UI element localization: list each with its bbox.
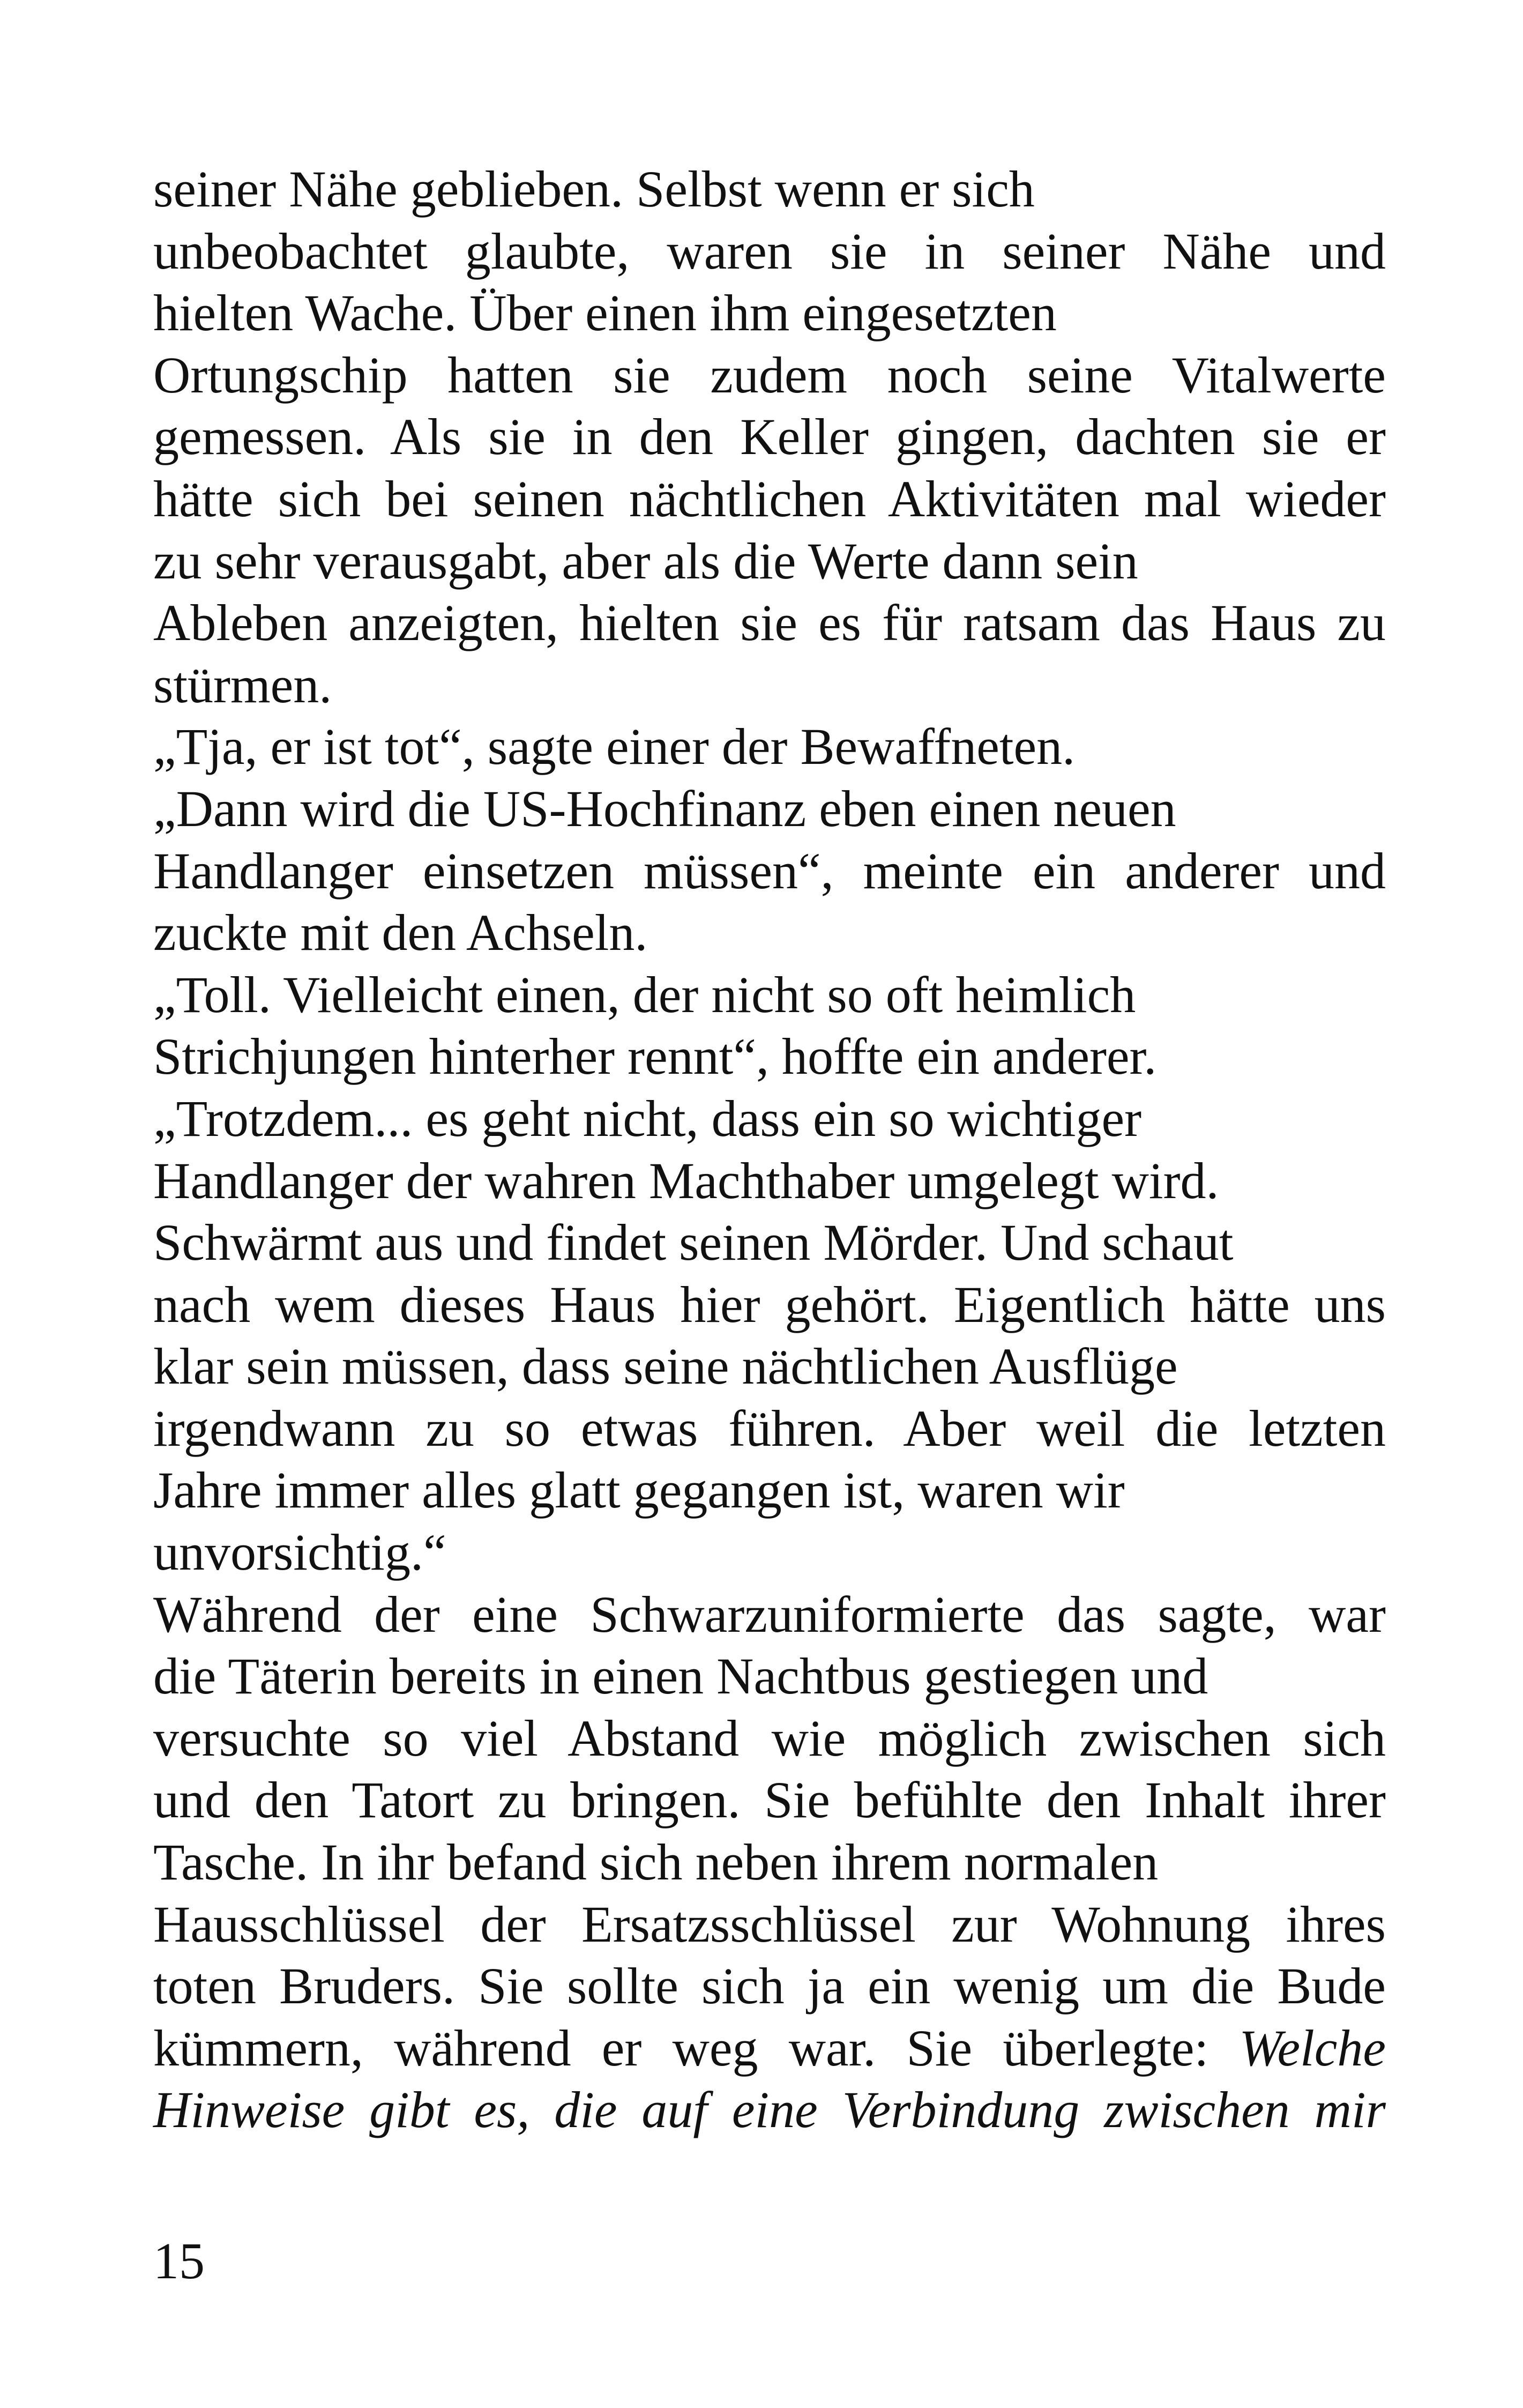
text-line	[153, 840, 1386, 902]
text-line	[153, 592, 1386, 654]
text-line-content: unbeobachtet glaubte, waren sie in seiner Nähe und	[153, 222, 1386, 280]
text-line-content: zuckte mit den Achseln.	[153, 904, 648, 962]
text-line	[153, 1521, 1386, 1584]
text-line	[153, 1707, 1386, 1770]
text-line	[153, 1584, 1386, 1646]
text-line-content: Tasche. In ihr befand sich neben ihrem normalen	[153, 1833, 1159, 1891]
text-line-content: klar sein müssen, dass seine nächtlichen Ausflüge	[153, 1337, 1178, 1395]
text-line	[153, 964, 1386, 1026]
text-line	[153, 2079, 1386, 2141]
text-line-content: Ortungschip hatten sie zudem noch seine Vitalwerte	[153, 346, 1386, 404]
text-line-content: und den Tatort zu bringen. Sie befühlte den Inhalt ihrer	[153, 1771, 1386, 1829]
text-line-content: Jahre immer alles glatt gegangen ist, waren wir	[153, 1461, 1125, 1519]
text-line-content: Strichjungen hinterher rennt“, hoffte ein anderer.	[153, 1028, 1157, 1086]
text-line-content: „Dann wird die US-Hochfinanz eben einen neuen	[153, 779, 1176, 837]
text-line	[153, 654, 1386, 716]
text-line-content: Handlanger der wahren Machthaber umgelegt wird.	[153, 1151, 1219, 1209]
page-number: 15	[153, 2232, 205, 2290]
text-line-content: Handlanger einsetzen müssen“, meinte ein anderer und	[153, 842, 1386, 900]
italic-thought: Welche	[1239, 2019, 1386, 2077]
text-line-content: seiner Nähe geblieben. Selbst wenn er sich	[153, 160, 1035, 218]
text-line	[153, 406, 1386, 468]
body-text	[153, 158, 1386, 2141]
text-line-content: Während der eine Schwarzuniformierte das sagte, war	[153, 1585, 1386, 1643]
text-line	[153, 1212, 1386, 1274]
text-line-content: toten Bruders. Sie sollte sich ja ein wenig um die Bude	[153, 1957, 1386, 2015]
text-line	[153, 1088, 1386, 1150]
text-line	[153, 778, 1386, 840]
text-line-content: versuchte so viel Abstand wie möglich zwischen sich	[153, 1709, 1386, 1767]
text-line	[153, 716, 1386, 778]
text-line-content: irgendwann zu so etwas führen. Aber weil die letzten	[153, 1399, 1386, 1457]
text-line-content: gemessen. Als sie in den Keller gingen, dachten sie er	[153, 408, 1386, 466]
text-line	[153, 2017, 1386, 2079]
text-line-content: Schwärmt aus und findet seinen Mörder. Und schaut	[153, 1214, 1234, 1272]
text-line	[153, 1769, 1386, 1831]
text-line-content: stürmen.	[153, 656, 332, 714]
text-line	[153, 530, 1386, 592]
text-line	[153, 1335, 1386, 1398]
text-line	[153, 344, 1386, 406]
text-line	[153, 220, 1386, 283]
text-line-content: „Tja, er ist tot“, sagte einer der Bewaffneten.	[153, 718, 1076, 776]
text-line-content: hätte sich bei seinen nächtlichen Aktivitäten mal wieder	[153, 470, 1386, 527]
text-line	[153, 1398, 1386, 1460]
italic-thought: Hinweise gibt es, die auf eine Verbindung zwischen mir	[153, 2081, 1386, 2139]
text-line-content: kümmern, während er weg war. Sie überlegte:	[153, 2019, 1240, 2077]
text-line	[153, 902, 1386, 964]
text-line	[153, 1645, 1386, 1707]
text-line-content: Hausschlüssel der Ersatzsschlüssel zur Wohnung ihres	[153, 1895, 1386, 1953]
text-line-content: Ableben anzeigten, hielten sie es für ratsam das Haus zu	[153, 594, 1386, 652]
text-line	[153, 1831, 1386, 1893]
text-line	[153, 1150, 1386, 1212]
text-line-content: zu sehr verausgabt, aber als die Werte dann sein	[153, 532, 1138, 590]
text-line-content: „Trotzdem... es geht nicht, dass ein so wichtiger	[153, 1089, 1142, 1147]
text-line-content: unvorsichtig.“	[153, 1523, 446, 1581]
text-line	[153, 1025, 1386, 1088]
text-line	[153, 1459, 1386, 1521]
text-line-content: die Täterin bereits in einen Nachtbus gestiegen und	[153, 1647, 1208, 1705]
text-line	[153, 158, 1386, 220]
text-line-content: hielten Wache. Über einen ihm eingesetzten	[153, 284, 1057, 342]
text-line	[153, 468, 1386, 530]
text-line	[153, 282, 1386, 344]
text-line	[153, 1893, 1386, 1956]
text-line	[153, 1274, 1386, 1336]
text-line	[153, 1955, 1386, 2017]
text-line-content: „Toll. Vielleicht einen, der nicht so oft heimlich	[153, 965, 1136, 1023]
text-line-content: nach wem dieses Haus hier gehört. Eigentlich hätte uns	[153, 1275, 1386, 1333]
